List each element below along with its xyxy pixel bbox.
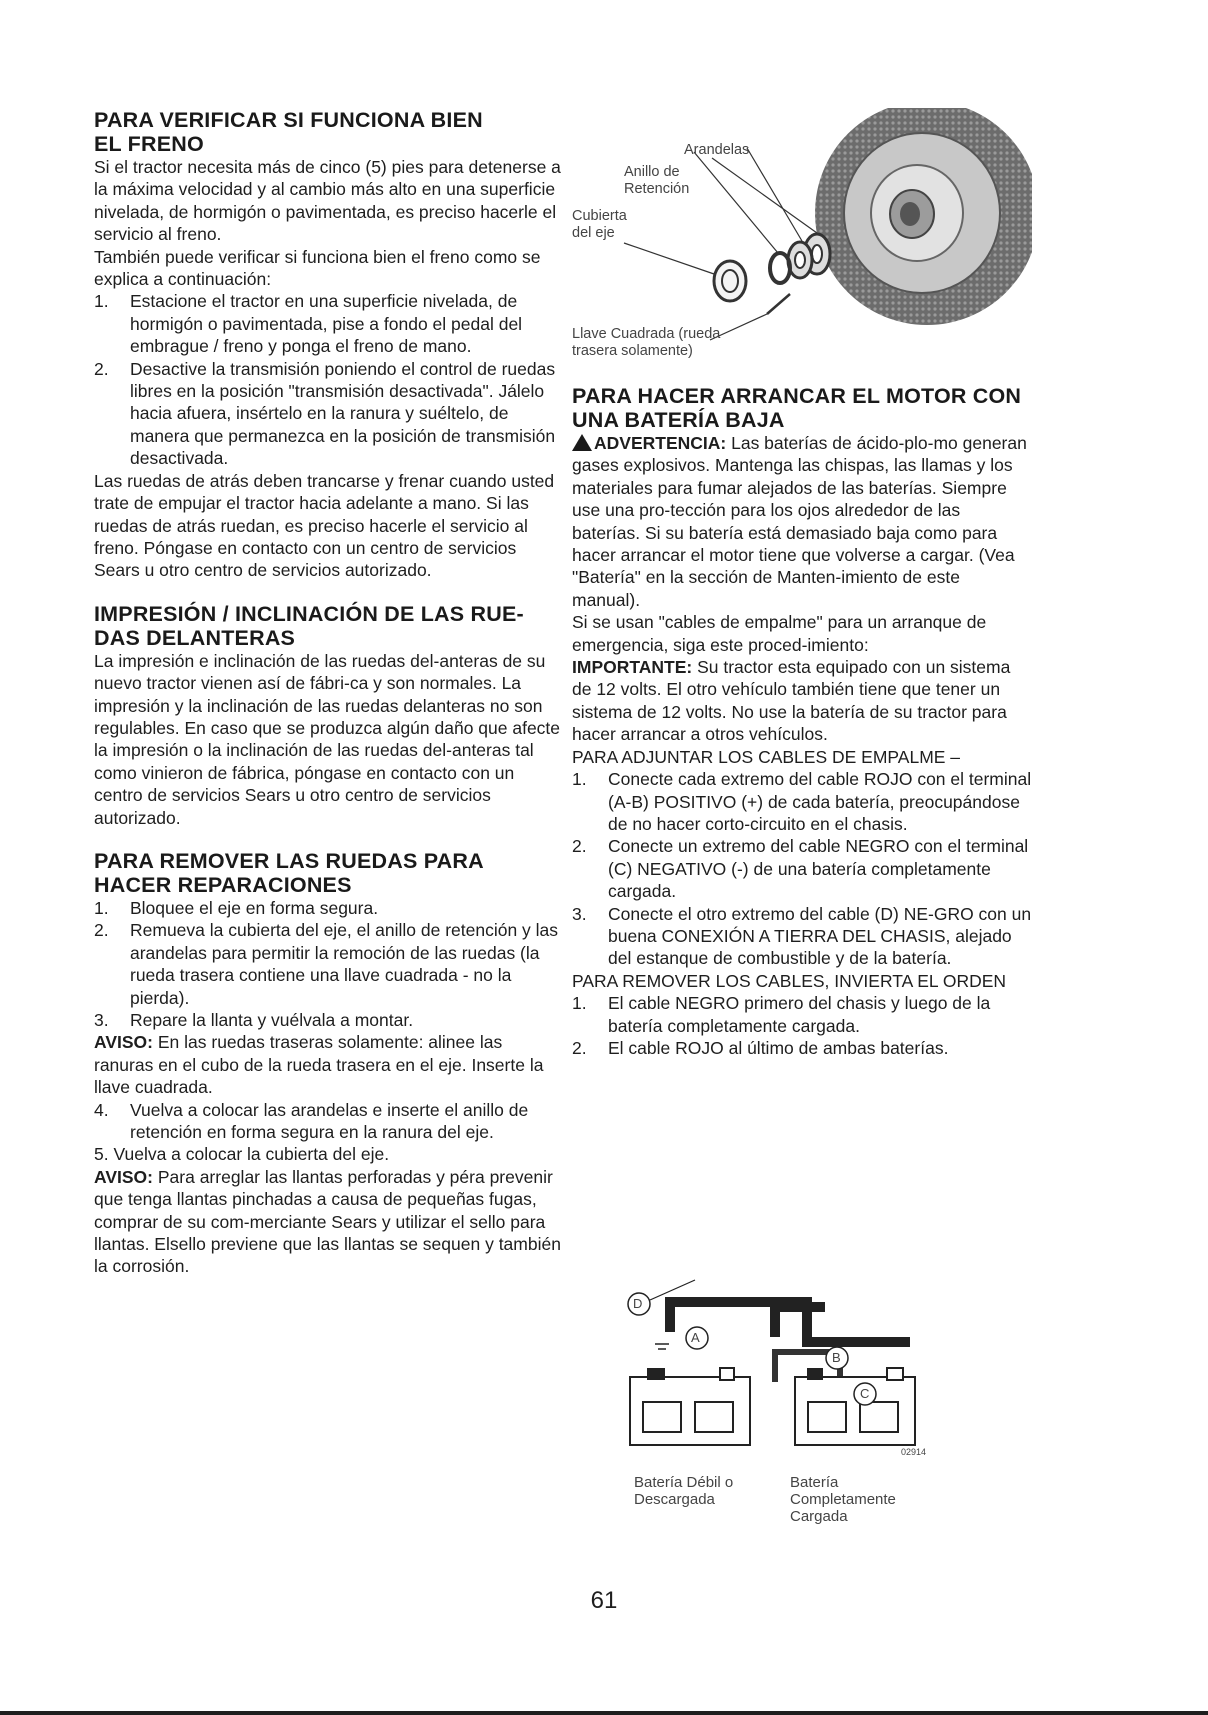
wheel-assembly-figure [572,108,1032,376]
paragraph: También puede verificar si funciona bien el freno como se explica a continuación: [94,246,541,290]
item-text: Vuelva a colocar las arandelas e inserte el anillo de retención en forma segura en la ranura del eje. [130,1099,529,1143]
callout-d-label: D [633,1296,643,1311]
caption-charged-battery [790,1474,896,1525]
heading-line-2: EL FRENO [94,132,204,156]
paragraph: La impresión e inclinación de las ruedas del-anteras de su nuevo tractor vienen así de fábri-ca y son normales. La impresión y la inclinación de las ruedas delanteras no son regulables. En caso que se produzca algún daño que afecte la impresión o la inclinación de las ruedas del-anteras tal como vinieron de fábrica, póngase en contacto con un centro de servicios Sears u otro centro de servicios autorizado. [94,650,561,828]
list-item: 5. Vuelva a colocar la cubierta del eje. [94,1144,390,1165]
label-llave-line-1: Llave Cuadrada (rueda [572,326,721,342]
caption-weak-battery [634,1474,733,1508]
list-item [94,358,562,470]
steps-list [94,1099,562,1144]
caption-line-2: Descargada [634,1491,715,1508]
label-anillo-line-1: Anillo de [624,164,680,180]
item-text: Estacione el tractor en una superficie nivelada, de hormigón o pavimentada, pise a fondo el pedal del embrague / freno y ponga el freno de mano. [130,291,523,357]
caption-line-2: Completamente [790,1491,896,1508]
section-remover-ruedas [94,849,562,1278]
item-number: 1. [94,897,109,918]
list-item [572,835,1032,902]
callout-c-label: C [860,1386,870,1401]
list-item [94,1009,562,1031]
item-text: El cable ROJO al último de ambas baterías. [608,1037,949,1058]
aviso-text: Para arreglar las llantas perforadas y péra prevenir que tenga llantas pinchadas a causa de pequeñas fugas, comprar de su com-merciante Sears y utilizar el sello para llantas. Elsello previene que las llantas se sequen y también la corrosión. [94,1166,561,1277]
heading-line-1: PARA VERIFICAR SI FUNCIONA BIEN [94,108,483,132]
steps-list [572,768,1032,970]
callout-a-label: A [691,1330,700,1345]
heading-remover-ruedas: PARA REMOVER LAS RUEDAS PARA HACER REPARACIONES [94,848,484,897]
caption-line-1: Batería Débil o [634,1474,734,1491]
item-number: 3. [94,1010,109,1030]
list-item [94,897,562,919]
caption-line-1: Batería [790,1474,839,1491]
section-verificar-freno [94,108,562,582]
battery-connection-figure [625,1272,955,1462]
retaining-ring-shape [770,253,790,283]
item-number: 2. [94,920,109,941]
aviso-note [94,1166,562,1278]
item-number: 2. [572,1037,587,1058]
item-text: Remueva la cubierta del eje, el anillo de retención y las arandelas para permitir la remoción de las ruedas (la rueda trasera contiene una llave cuadrada - no la pierda). [130,920,559,1008]
label-llave [572,326,720,360]
axle-cap-shape [714,261,746,301]
aviso-label: AVISO: [94,1032,153,1053]
item-number: 3. [572,903,587,924]
subheading-adjuntar: PARA ADJUNTAR LOS CABLES DE EMPALME – [572,746,961,767]
right-column [572,384,1032,1059]
warning-icon [572,434,592,451]
importante-label: IMPORTANTE: [572,657,693,678]
section-impresion [94,602,562,829]
list-item [572,903,1032,970]
item-text: Conecte cada extremo del cable ROJO con el terminal (A-B) POSITIVO (+) de cada batería, preocupándose de no hacer corto-circuito en el chasis. [608,769,1032,834]
paragraph: Las ruedas de atrás deben trancarse y frenar cuando usted trate de empujar el tractor hacia adelante a mano. Si las ruedas de atrás ruedan, es preciso hacerle el servicio al freno. Póngase en contacto con un centro de servicios Sears u otro centro de servicios autorizado. [94,470,555,581]
item-number: 1. [572,993,587,1014]
item-text: El cable NEGRO primero del chasis y luego de la batería completamente cargada. [608,993,991,1036]
paragraph: Si se usan "cables de empalme" para un arranque de emergencia, siga este proced-imiento: [572,612,987,655]
paragraph: Si el tractor necesita más de cinco (5) pies para detenerse a la máxima velocidad y al cambio más alto en una superficie nivelada, de hormigón o pavimentada, es preciso hacerle el servicio al freno. [94,157,561,245]
steps-list [572,992,1032,1059]
bottom-border [0,1711,1208,1715]
label-cubierta-line-2: del eje [572,225,615,241]
label-llave-line-2: trasera solamente) [572,343,693,359]
label-cubierta [572,208,627,242]
list-item [94,1099,562,1144]
label-anillo-line-2: Retención [624,181,690,197]
item-text: Bloquee el eje en forma segura. [130,897,379,918]
section-arrancar-motor [572,384,1032,1059]
heading-line-2: UNA BATERÍA BAJA [572,408,785,432]
left-column [94,108,562,1298]
item-number: 4. [94,1099,109,1120]
item-number: 2. [94,358,109,379]
heading-impresion: IMPRESIÓN / INCLINACIÓN DE LAS RUE-DAS DELANTERAS [94,601,524,650]
figure-code: 02914 [901,1447,927,1457]
advertencia-label: ADVERTENCIA: [594,433,727,453]
subheading-remover-cables: PARA REMOVER LOS CABLES, INVIERTA EL ORDEN [572,970,1007,991]
list-item [94,919,562,1009]
heading-arrancar-motor [572,384,1032,432]
steps-list [94,290,562,469]
advertencia-note [572,432,1032,611]
heading-verificar-freno [94,108,562,156]
aviso-label: AVISO: [94,1166,153,1187]
page-number: 61 [590,1587,618,1614]
heading-line-1: PARA HACER ARRANCAR EL MOTOR CON [572,384,1022,408]
item-number: 1. [94,291,109,312]
item-number: 1. [572,769,587,790]
advertencia-text: Las baterías de ácido-plo-mo generan gases explosivos. Mantenga las chispas, las llamas y los materiales para fumar alejados de las baterías. Siempre use una pro-tección para los ojos alrededor de las baterías. Si su batería está demasiado baja como para hacer arrancar el motor tiene que volverse a cargar. (Vea "Batería" en la sección de Manten-imiento de este manual). [572,433,1027,610]
list-item [572,768,1032,835]
importante-text: Su tractor esta equipado con un sistema de 12 volts. El otro vehículo también tiene que tener un sistema de 12 volts. No use la batería de su tractor para hacer arrancar a otros vehículos. [572,657,1011,745]
item-text: Conecte un extremo del cable NEGRO con el terminal (C) NEGATIVO (-) de una batería completamente cargada. [608,836,1029,902]
label-arandelas: Arandelas [684,142,750,158]
list-item [572,1037,1032,1059]
steps-list [94,897,562,1031]
leader-line [712,158,817,233]
item-text: Conecte el otro extremo del cable (D) NE-GRO con un buena CONEXIÓN A TIERRA DEL CHASIS, alejado del estanque de combustible y de la batería. [608,903,1032,969]
aviso-note [94,1031,562,1098]
label-anillo [624,164,689,198]
list-item [572,992,1032,1037]
caption-line-3: Cargada [790,1508,848,1525]
callout-b-label: B [832,1350,841,1365]
list-item [94,290,562,357]
item-text: Desactive la transmisión poniendo el control de ruedas libres en la posición "transmisión desactivada". Jálelo hacia afuera, insértelo en la ranura y suéltelo, de manera que permanezca en la posición de transmisión desactivada. [130,358,556,469]
label-cubierta-line-1: Cubierta [572,208,627,224]
item-text: Repare la llanta y vuélvala a montar. [130,1010,414,1030]
aviso-text: En las ruedas traseras solamente: alinee las ranuras en el cubo de la rueda trasera en el eje. Inserte la llave cuadrada. [94,1032,544,1098]
item-number: 2. [572,836,587,857]
importante-note [572,656,1032,746]
battery-diagram [625,1272,955,1462]
